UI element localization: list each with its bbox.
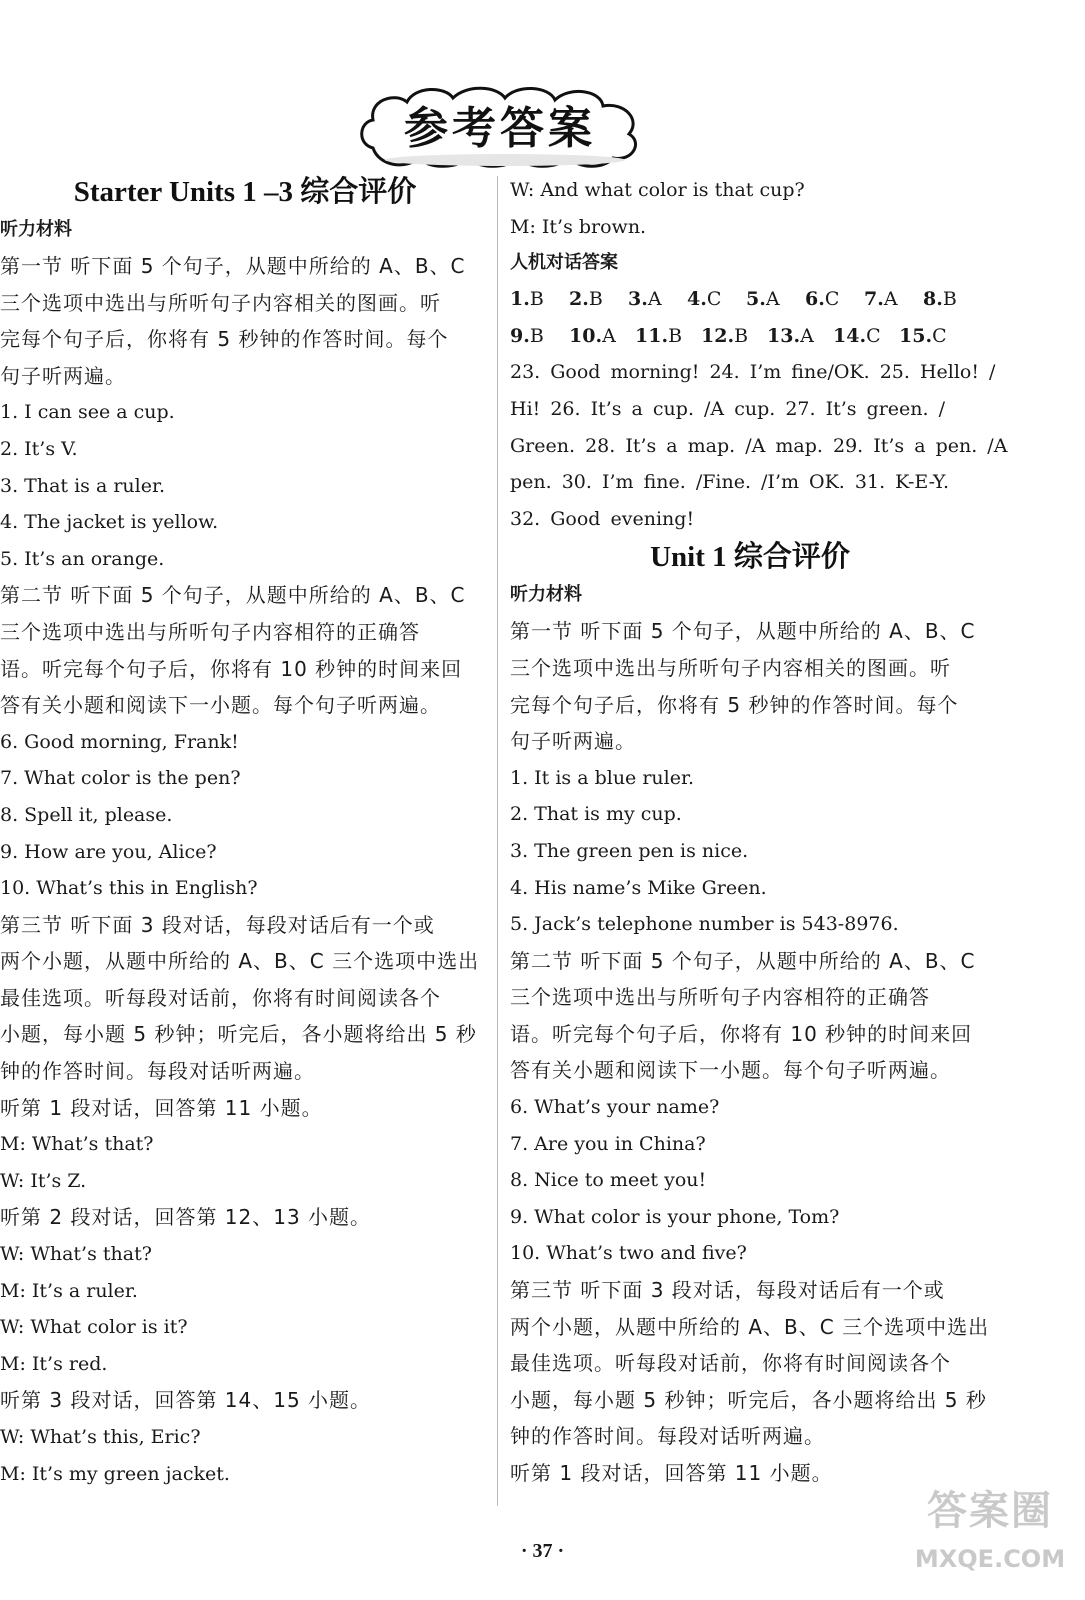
title-banner: [355, 78, 645, 170]
sentence-line: 2. That is my cup.: [510, 803, 682, 826]
dialogue-line: M: It’s red.: [0, 1352, 108, 1375]
text-line: 句子听两遍。: [0, 363, 126, 388]
sentence-line: 6. Good morning, Frank!: [0, 730, 239, 753]
watermark-text: 答案圈: [927, 1488, 1053, 1534]
answer-text-row: Green. 28. It’s a map. /A map. 29. It’s a pen. /A: [510, 434, 1008, 457]
dialogue-line: M: It’s a ruler.: [0, 1279, 138, 1302]
text-line: 语。听完每个句子后，你将有 10 秒钟的时间来回: [0, 656, 463, 681]
answer-text-row: Hi! 26. It’s a cup. /A cup. 27. It’s green. /: [510, 397, 945, 420]
section-label-answers: 人机对话答案: [510, 252, 618, 274]
sentence-line: 8. Spell it, please.: [0, 803, 173, 826]
sentence-line: 6. What’s your name?: [510, 1096, 720, 1119]
sentence-line: 7. What color is the pen?: [0, 767, 241, 790]
text-line: 两个小题，从题中所给的 A、B、C 三个选项中选出: [0, 949, 480, 974]
dialogue-line: W: What’s this, Eric?: [0, 1426, 201, 1448]
sentence-line: 10. What’s this in English?: [0, 877, 258, 900]
section-label-listening: 听力材料: [0, 219, 72, 240]
text-line: 第一节 听下面 5 个句子，从题中所给的 A、B、C: [510, 619, 976, 644]
answer-cell: 4.C: [687, 288, 722, 311]
sentence-line: 7. Are you in China?: [510, 1132, 706, 1155]
unit-title-starter: Starter Units 1 –3 综合评价: [73, 176, 417, 208]
sentence-line: 9. How are you, Alice?: [0, 840, 217, 863]
sentence-line: 3. That is a ruler.: [0, 474, 165, 497]
text-line: 三个选项中选出与所听句子内容相符的正确答: [510, 985, 930, 1010]
answer-cell: 11.B: [635, 324, 683, 347]
answer-cell: 14.C: [833, 324, 881, 347]
text-line: 三个选项中选出与所听句子内容相关的图画。听: [510, 655, 951, 680]
unit-title-unit1: Unit 1 综合评价: [650, 541, 850, 574]
text-line: 答有关小题和阅读下一小题。每个句子听两遍。: [510, 1058, 951, 1083]
dialogue-line: W: What’s that?: [0, 1243, 152, 1266]
sentence-line: 5. It’s an orange.: [0, 547, 165, 570]
answer-cell: 5.A: [746, 288, 780, 311]
text-line: 答有关小题和阅读下一小题。每个句子听两遍。: [0, 693, 441, 718]
sentence-line: 5. Jack’s telephone number is 543-8976.: [510, 913, 899, 936]
text-line: 语。听完每个句子后，你将有 10 秒钟的时间来回: [510, 1021, 973, 1046]
text-line: 小题，每小题 5 秒钟；听完后，各小题将给出 5 秒: [510, 1387, 987, 1412]
watermark-url: MXQE.COM: [914, 1545, 1066, 1573]
sentence-line: 1. It is a blue ruler.: [510, 766, 695, 789]
dialogue-line: W: It’s Z.: [0, 1169, 87, 1192]
text-line: 第二节 听下面 5 个句子，从题中所给的 A、B、C: [0, 583, 466, 608]
answer-text-row: 32. Good evening!: [510, 507, 695, 530]
dialogue-line: M: It’s brown.: [510, 215, 647, 238]
text-line: 第三节 听下面 3 段对话，每段对话后有一个或: [510, 1278, 945, 1303]
text-line: 三个选项中选出与所听句子内容相关的图画。听: [0, 290, 441, 315]
answer-cell: 10.A: [569, 324, 616, 347]
text-line: 听第 1 段对话，回答第 11 小题。: [510, 1461, 833, 1485]
text-line: 最佳选项。听每段对话前，你将有时间阅读各个: [510, 1351, 951, 1376]
answer-cell: 7.A: [864, 288, 898, 311]
text-line: 句子听两遍。: [510, 729, 636, 754]
text-line: 钟的作答时间。每段对话听两遍。: [510, 1424, 825, 1449]
answer-block: [510, 281, 1008, 537]
watermark-logo: [900, 1482, 1080, 1592]
answer-cell: 15.C: [899, 324, 947, 347]
left-column: [0, 172, 490, 1492]
sentence-line: 4. The jacket is yellow.: [0, 511, 219, 534]
dialogue-line: M: It’s my green jacket.: [0, 1462, 230, 1485]
text-line: 完每个句子后，你将有 5 秒钟的作答时间。每个: [0, 327, 449, 352]
text-line: 三个选项中选出与所听句子内容相符的正确答: [0, 619, 420, 644]
sentence-line: 3. The green pen is nice.: [510, 839, 749, 862]
answer-cell: 8.B: [923, 288, 957, 311]
sentence-line: 10. What’s two and five?: [510, 1242, 747, 1265]
section-label-listening: 听力材料: [510, 584, 582, 606]
text-line: 小题，每小题 5 秒钟；听完后，各小题将给出 5 秒: [0, 1022, 477, 1047]
text-line: 听第 1 段对话，回答第 11 小题。: [0, 1095, 323, 1120]
answer-row: [510, 318, 990, 355]
answer-cell: 13.A: [767, 324, 814, 347]
text-line: 完每个句子后，你将有 5 秒钟的作答时间。每个: [510, 692, 959, 717]
text-line: 第三节 听下面 3 段对话，每段对话后有一个或: [0, 912, 435, 937]
text-line: 钟的作答时间。每段对话听两遍。: [0, 1059, 315, 1084]
text-line: 第二节 听下面 5 个句子，从题中所给的 A、B、C: [510, 948, 976, 973]
answer-text-row: pen. 30. I’m fine. /Fine. /I’m OK. 31. K-E-Y.: [510, 471, 950, 494]
text-line: 最佳选项。听每段对话前，你将有时间阅读各个: [0, 985, 441, 1010]
sentence-line: 8. Nice to meet you!: [510, 1169, 707, 1192]
dialogue-line: W: What color is it?: [0, 1316, 188, 1339]
text-line: 第一节 听下面 5 个句子，从题中所给的 A、B、C: [0, 254, 466, 278]
dialogue-line: W: And what color is that cup?: [510, 179, 805, 201]
page-number: · 37 ·: [520, 1540, 565, 1562]
answer-cell: 3.A: [628, 288, 662, 311]
text-line: 听第 3 段对话，回答第 14、15 小题。: [0, 1388, 372, 1413]
answer-cell: 2.B: [569, 288, 603, 311]
sentence-line: 4. His name’s Mike Green.: [510, 876, 767, 899]
answer-cell: 6.C: [805, 288, 840, 311]
dialogue-line: M: What’s that?: [0, 1133, 154, 1156]
column-divider: [497, 176, 498, 1506]
sentence-line: 9. What color is your phone, Tom?: [510, 1205, 840, 1228]
text-line: 两个小题，从题中所给的 A、B、C 三个选项中选出: [510, 1314, 990, 1339]
right-column: [510, 172, 1008, 1492]
answer-cell: 1.B: [510, 288, 544, 311]
page-title: 参考答案: [404, 103, 596, 154]
sentence-line: 1. I can see a cup.: [0, 401, 175, 424]
answer-cell: 9.B: [510, 324, 544, 347]
answer-text-row: 23. Good morning! 24. I’m fine/OK. 25. Hello! /: [510, 361, 996, 384]
text-line: 听第 2 段对话，回答第 12、13 小题。: [0, 1205, 372, 1230]
sentence-line: 2. It’s V.: [0, 437, 78, 460]
answer-cell: 12.B: [701, 324, 749, 347]
answer-row: [510, 281, 990, 318]
